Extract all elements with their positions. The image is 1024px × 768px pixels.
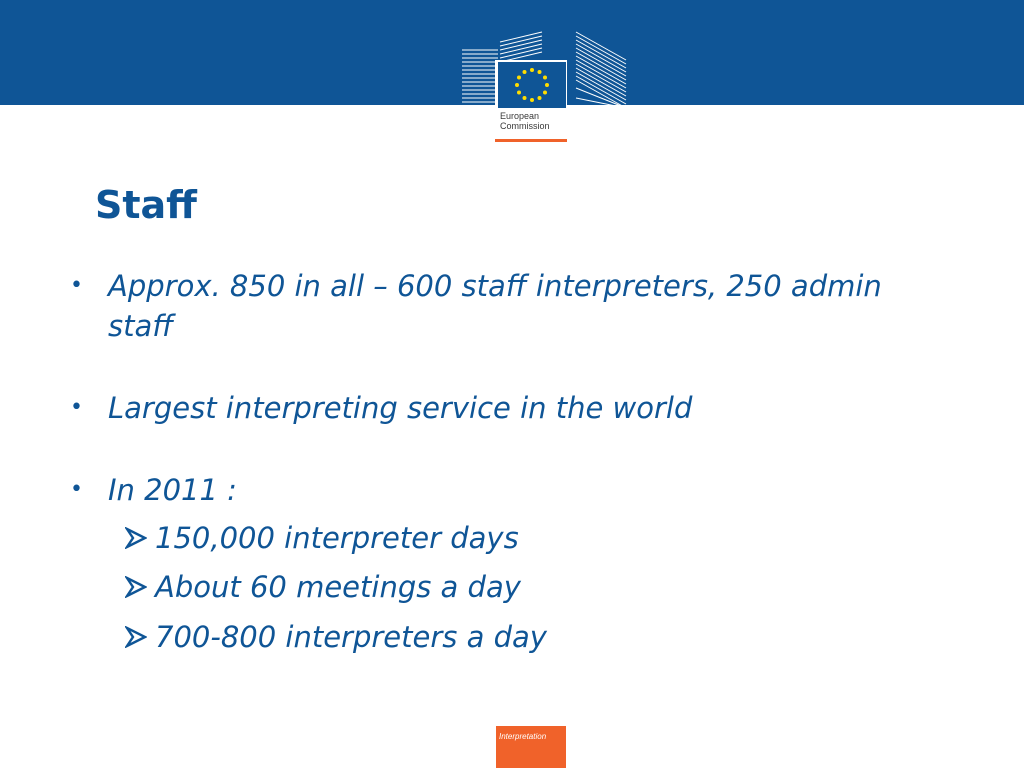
bullet-dot-icon: • <box>70 395 83 420</box>
sub-bullet-item <box>125 567 885 607</box>
arrow-bullet-icon <box>125 626 147 648</box>
footer-tag-label: Interpretation <box>499 732 547 741</box>
slide-title: Staff <box>95 183 197 227</box>
footer-section-tag <box>496 726 566 768</box>
sub-bullet-text: 700-800 interpreters a day <box>155 620 547 654</box>
logo-line-1: European <box>500 111 540 121</box>
sub-bullet-text: About 60 meetings a day <box>155 570 521 604</box>
bullet-item <box>70 388 940 428</box>
bullet-text: In 2011 : <box>108 473 237 507</box>
arrow-bullet-icon <box>125 576 147 598</box>
sub-bullet-item <box>125 518 885 558</box>
arrow-bullet-icon <box>125 527 147 549</box>
bullet-dot-icon: • <box>70 273 83 298</box>
sub-bullet-text: 150,000 interpreter days <box>155 521 519 555</box>
bullet-text: Approx. 850 in all – 600 staff interpreters, 250 admin staff <box>108 269 882 343</box>
bullet-text: Largest interpreting service in the world <box>108 391 693 425</box>
sub-bullet-item <box>125 617 885 657</box>
logo-line-2: Commission <box>500 121 550 131</box>
bullet-dot-icon: • <box>70 477 83 502</box>
bullet-item <box>70 470 940 510</box>
bullet-item <box>70 266 940 346</box>
